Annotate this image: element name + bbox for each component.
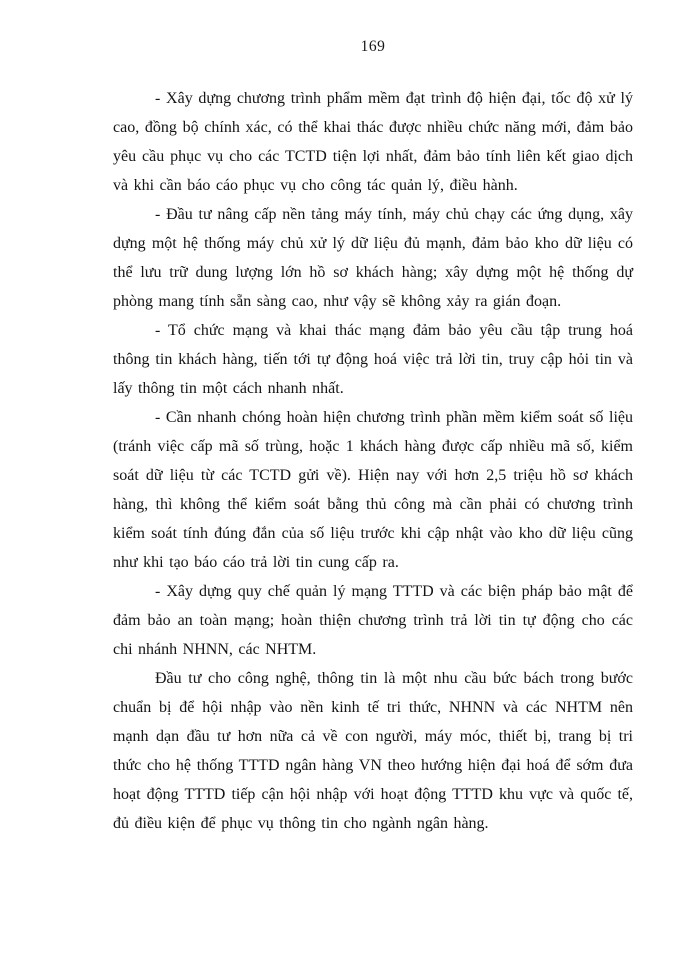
paragraph-software-program: - Xây dựng chương trình phẩm mềm đạt trình độ hiện đại, tốc độ xử lý cao, đồng bộ chính xác, có thể khai thác được nhiều chức năng mới, đảm bảo yêu cầu phục vụ cho các TCTD tiện lợi nhất, đảm bảo tính liên kết giao dịch và khi cần báo cáo phục vụ cho công tác quản lý, điều hành. (113, 90, 633, 194)
paragraph-technology-investment: Đầu tư cho công nghệ, thông tin là một nhu cầu bức bách trong bước chuẩn bị để hội nhập vào nền kinh tế tri thức, NHNN và các NHTM nên mạnh dạn đầu tư hơn nữa cả về con người, máy móc, thiết bị, trang bị tri thức cho hệ thống TTTD ngân hàng VN theo hướng hiện đại hoá để sớm đưa hoạt động TTTD tiếp cận hội nhập với hoạt động TTTD khu vực và quốc tế, đủ điều kiện để phục vụ thông tin cho ngành ngân hàng. (113, 670, 633, 832)
page-body (113, 84, 633, 838)
paragraph-network-organization: - Tổ chức mạng và khai thác mạng đảm bảo yêu cầu tập trung hoá thông tin khách hàng, tiến tới tự động hoá việc trả lời tin, truy cập hỏi tin và lấy thông tin một cách nhanh nhất. (113, 322, 633, 397)
paragraph-network-regulation: - Xây dựng quy chế quản lý mạng TTTD và các biện pháp bảo mật để đảm bảo an toàn mạng; hoàn thiện chương trình trả lời tin tự động cho các chi nhánh NHNN, các NHTM. (113, 583, 633, 658)
page-number: 169 (360, 38, 386, 55)
paragraph-server-upgrade: - Đầu tư nâng cấp nền tảng máy tính, máy chủ chạy các ứng dụng, xây dựng một hệ thống máy chủ xử lý dữ liệu đủ mạnh, đảm bảo kho dữ liệu có thể lưu trữ dung lượng lớn hồ sơ khách hàng; xây dựng một hệ thống dự phòng mang tính sẵn sàng cao, như vậy sẽ không xảy ra gián đoạn. (113, 206, 633, 310)
paragraph-data-control-software: - Cần nhanh chóng hoàn hiện chương trình phần mềm kiểm soát số liệu (tránh việc cấp mã số trùng, hoặc 1 khách hàng được cấp nhiều mã số, kiểm soát dữ liệu từ các TCTD gửi về). Hiện nay với hơn 2,5 triệu hồ sơ khách hàng, thì không thể kiểm soát bằng thủ công mà cần phải có chương trình kiểm soát tính đúng đắn của số liệu trước khi cập nhật vào kho dữ liệu cũng như khi tạo báo cáo trả lời tin cung cấp ra. (113, 409, 633, 571)
